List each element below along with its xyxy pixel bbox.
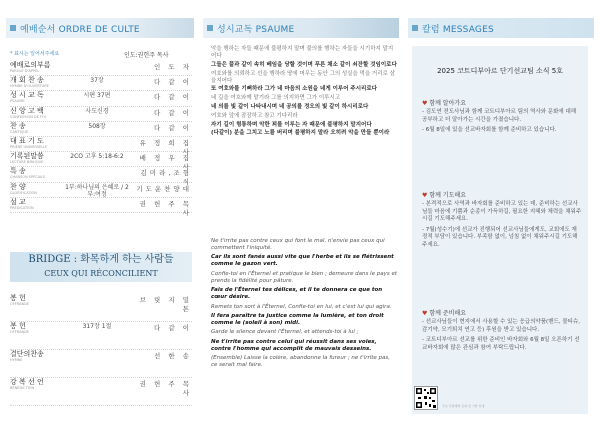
psalm-line-korean: 네 길을 여호와께 맡기라 그를 의지하면 그가 이루시고	[211, 95, 341, 102]
order-item-person: 유 정 희 집 사	[139, 138, 192, 156]
section-heading-text: 함께 준비해요	[429, 310, 466, 317]
order-item-person: 브 릿 지 밀 톤	[139, 296, 192, 313]
psalm-line-french: (Ensemble) Laisse la colère, abandonne la fureur ; ne t'irrite pas, ce serait mal faire.	[211, 355, 391, 369]
bridge-french: CEUX QUI RÉCONCILIENT	[44, 269, 158, 278]
psalm-line-korean: 여호와 앞에 잠잠하고 참고 기다리라	[211, 112, 298, 119]
order-item-french: CONFESSION DE FOI	[10, 114, 46, 119]
psalm-line-french: Remets ton sort à l'Éternel, Confie-toi en lui, et c'est lui qui agira.	[211, 303, 392, 310]
psalm-line-korean: 그들은 풀과 같이 속히 베임을 당할 것이며 푸른 채소 같이 쇠잔할 것임이로다	[211, 61, 397, 68]
message-box	[412, 46, 588, 414]
order-list	[10, 61, 192, 217]
section-heading-text: 함께 알아가요	[429, 100, 466, 107]
order-item-person: 배 정 우 집 사	[139, 154, 192, 172]
order-item-detail	[62, 61, 132, 62]
order-item-detail	[62, 198, 132, 199]
psalm-line-french: Ne t'irrite pas contre ceux qui font le mal, n'envie pas ceux qui commettent l'iniquité.	[211, 238, 385, 251]
order-item-person: 다 같 이	[154, 78, 192, 87]
order-item-name: 설 교	[10, 197, 26, 206]
section-heading	[422, 190, 582, 199]
order-col	[10, 61, 62, 73]
order-item-person: 다 같 이	[154, 123, 192, 132]
order-row	[10, 122, 192, 137]
heart-icon: ♥	[422, 100, 428, 107]
section-item: - 코트디부아르 선교를 위한 준비인 바자회와 6월 8일 오픈하기 선교바자회에 많은 관심과 참여 부탁드립니다.	[422, 337, 580, 351]
order-item-french: OFFRANDE	[10, 330, 29, 334]
order-col	[10, 122, 62, 134]
heart-icon: ♥	[422, 310, 428, 317]
order-col	[10, 91, 62, 103]
messages-title: 칼럼 MESSAGES	[422, 24, 494, 35]
order-col	[10, 350, 62, 362]
order-row	[10, 183, 192, 198]
order-row	[10, 294, 192, 322]
message-section	[422, 308, 582, 355]
order-item-person: 다 같 이	[154, 93, 192, 102]
section-heading	[422, 98, 582, 107]
order-item-person: 권 헌 주 목 사	[139, 199, 192, 217]
order-item-name: 봉 헌	[10, 294, 26, 302]
psalm-line-french: Il fera paraître ta justice comme la lumière, et ton droit comme le (soleil à son) midi.	[211, 312, 384, 326]
psalm-header	[203, 18, 399, 38]
order-item-person: 다 같 이	[154, 324, 192, 332]
order-item-french: CANTIQUE	[10, 129, 29, 134]
message-section	[422, 98, 582, 138]
section-item: - 6월 8일에 있을 선교바자회를 함께 준비하고 있습니다.	[422, 127, 557, 134]
psalm-korean	[211, 46, 397, 139]
order-item-detail: 시편 37편	[83, 92, 111, 100]
messages-panel	[408, 6, 594, 418]
heart-icon: ♥	[422, 192, 428, 199]
order-item-name: 봉 헌	[10, 322, 26, 330]
order-item-french: BÉNÉDICTION	[10, 386, 35, 390]
psalm-line-french: Car ils sont fanés aussi vite que l'herbe et ils se flétrissent comme le gazon vert.	[211, 254, 394, 268]
order-item-person: 기도운찬양대	[136, 184, 192, 193]
order-col	[10, 322, 62, 334]
order-item-person: 권 헌 주 목 사	[139, 380, 192, 397]
order-item-detail	[62, 350, 132, 351]
order-col	[10, 76, 62, 88]
order-item-name: 개 회 찬 송	[10, 76, 44, 85]
section-item: - 7월(성수기)에 선교가 진행되어 선교사님들에게도, 교회에도 재정적 부담이 있습니다. 부족함 없이, 넘침 없이 채워주시길 기도해주세요.	[422, 226, 578, 248]
qr-code-icon[interactable]	[414, 386, 438, 410]
order-item-name: 특 송	[10, 167, 26, 176]
order-item-name: 성 시 교 독	[10, 91, 44, 100]
order-item-detail	[62, 378, 132, 379]
leader-name: 인도:권헌주 목사	[124, 52, 169, 59]
psalm-line-korean: (다같이) 분을 그치고 노를 버리며 불평하지 말라 오히려 악을 만들 뿐이라	[211, 130, 390, 137]
order-item-person: 선 한 송	[154, 352, 192, 360]
psalm-french	[211, 238, 397, 372]
order-item-person: 다 같 이	[154, 108, 192, 117]
bridge-banner	[10, 252, 192, 282]
order-item-french: PSAUME	[10, 99, 25, 104]
section-item: - 선교사님들이 현지에서 사용할 수 있는 응급의약품(밴드, 물티슈, 감기약, 모기퇴치 연고 등) 후원을 받고 있습니다.	[422, 319, 581, 333]
order-col	[10, 137, 62, 149]
order-row	[10, 378, 192, 406]
order-item-detail: 사도신경	[85, 107, 109, 115]
order-item-name: 대 표 기 도	[10, 136, 44, 145]
header-square-icon	[412, 25, 418, 31]
order-item-french: HYMNE	[10, 358, 23, 362]
order-row	[10, 197, 192, 217]
order-col	[10, 183, 62, 195]
message-section	[422, 190, 582, 253]
order-row	[10, 350, 192, 378]
order-row	[10, 91, 192, 106]
order-item-french: PRIÈRE UNIVERSELLE	[10, 144, 48, 149]
order-item-name: 예배로의부름	[10, 61, 51, 69]
order-item-french: PRÉDICATION	[10, 205, 34, 210]
order-item-detail: 37장	[90, 77, 104, 85]
psalm-line-korean: 여호와를 의뢰하고 선을 행하라 땅에 머무는 동안 그의 성실을 먹을 거리로 삼을지어다	[211, 70, 395, 84]
order-col	[10, 152, 62, 164]
psalm-title: 성시교독 PSAUME	[217, 24, 295, 35]
order-item-name: 기록된말씀	[10, 152, 44, 161]
order-row	[10, 61, 192, 76]
standing-note: * 표시는 일어서주세요	[10, 51, 60, 57]
psalm-line-korean: 악을 행하는 자들 때문에 불평하지 말며 불의를 행하는 자들을 시기하지 말지어다	[211, 46, 394, 59]
psalm-line-french: Fais de l'Éternel tes délices, et il te donnera ce que ton cœur désire.	[211, 287, 383, 301]
messages-header	[408, 18, 594, 38]
order-item-detail: 508장	[88, 122, 106, 130]
order-item-name: 찬 양	[10, 182, 26, 191]
order-col	[10, 294, 62, 306]
header-square-icon	[207, 25, 213, 31]
order-col	[10, 107, 62, 119]
section-heading-text: 함께 기도해요	[429, 192, 466, 199]
bridge-korean: BRIDGE : 화목하게 하는 사람들	[28, 254, 174, 265]
psalm-line-french: Garde le silence devant l'Éternel, et attends-toi à lui ;	[211, 329, 359, 336]
psalm-line-french: Ne t'irrite pas contre celui qui réussit dans ses voies, contre l'homme qui accomplit de mauvais desseins.	[211, 338, 377, 352]
order-item-detail: 2CO 고후 5:18-6:2	[70, 153, 124, 161]
order-item-name: 결단의찬송	[10, 350, 44, 358]
order-row	[10, 107, 192, 122]
order-of-worship-panel	[6, 6, 194, 418]
order-item-detail	[62, 294, 132, 295]
section-heading	[422, 308, 582, 317]
order-item-french: GLORIFICATION	[10, 190, 37, 195]
psalm-line-korean: 자기 길이 형통하며 악한 꾀를 이루는 자 때문에 불평하지 말지어다	[211, 121, 372, 128]
order-item-detail: 1부:하나님의 은혜로 / 2부:여정	[65, 183, 129, 198]
order-item-name: 강 복 선 언	[10, 378, 44, 386]
order-item-french: OFFRANDE	[10, 302, 29, 306]
order-item-detail: 317장 1절	[82, 323, 112, 330]
psalm-line-french: Confie-toi en l'Éternel et pratique le bien ; demeure dans le pays et prends la fidélité pour pâture.	[211, 270, 397, 284]
message-title: 2025 코트디부아르 단기선교팀 소식 5호	[437, 67, 563, 75]
order-item-person: 김미라,조형식	[140, 169, 192, 187]
order-item-french: LECTURE BIBLIQUE	[10, 160, 44, 165]
psalm-line-korean: 네 의를 빛 같이 나타내시며 네 공의를 정오의 빛 같이 하시리로다	[211, 103, 369, 110]
order-item-detail	[62, 137, 132, 138]
order-header	[6, 18, 194, 38]
order-col	[10, 198, 62, 210]
order-list-2	[10, 294, 192, 406]
order-item-name: 찬 송	[10, 121, 26, 130]
order-item-person: 인 도 자	[154, 63, 192, 71]
footer-note: 주보 후원계좌 문의 및 기타 안내	[442, 404, 485, 408]
psalm-panel	[203, 6, 399, 418]
order-item-french: CHANSON SPÉCIALE	[10, 175, 46, 180]
section-item: - 김도연 전도사님과 함께 코트디부아르 팀의 역사와 문화에 대해 공부하고 더 알아가는 시간을 가졌습니다.	[422, 109, 577, 123]
order-title: 예배순서 ORDRE DE CULTE	[20, 24, 140, 35]
order-item-french: PAROLE D'APPEL	[10, 69, 40, 73]
section-item: - 본격적으로 사역과 바자회를 준비하고 있는 데, 준비하는 선교사님들 마음에 기쁨과 순종이 가득하길, 필요한 지혜와 체력을 채워주시길 기도해주세요.	[422, 201, 582, 223]
psalm-line-korean: 또 여호와를 기뻐하라 그가 네 마음의 소원을 네게 이루어 주시리로다	[211, 86, 377, 93]
order-col	[10, 167, 62, 179]
order-item-name: 신 앙 고 백	[10, 106, 44, 115]
order-row	[10, 76, 192, 91]
order-row	[10, 136, 192, 156]
header-square-icon	[10, 25, 16, 31]
order-row	[10, 322, 192, 350]
order-item-french: HYMNE D'OUVERTURE	[10, 84, 49, 89]
order-col	[10, 378, 62, 390]
order-item-detail	[62, 167, 132, 168]
